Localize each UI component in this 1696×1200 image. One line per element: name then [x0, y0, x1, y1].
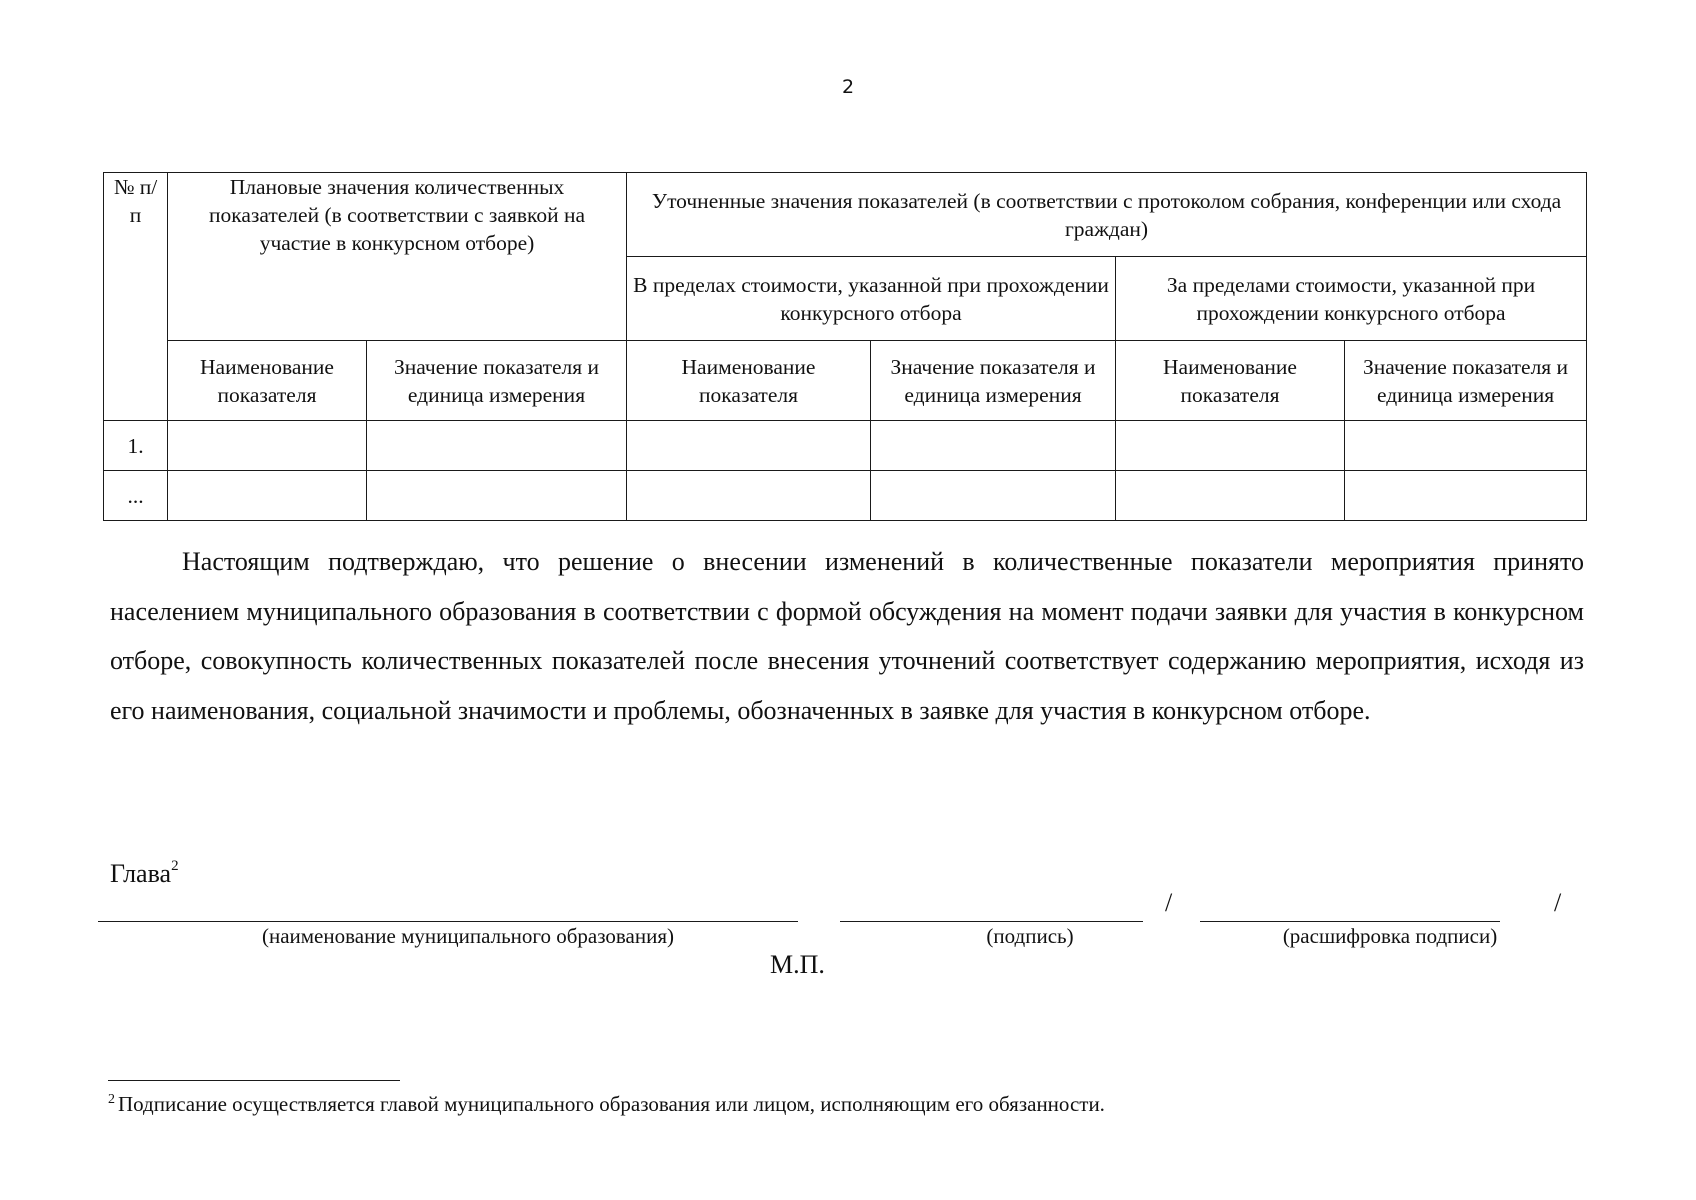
- footnote-divider: [108, 1080, 400, 1081]
- within-indicator-name-header: Наименование показателя: [627, 341, 871, 421]
- signature-decoding-line[interactable]: [1200, 921, 1500, 922]
- signature-line[interactable]: [840, 921, 1143, 922]
- head-label-text: Глава: [110, 859, 172, 888]
- table-cell[interactable]: [627, 421, 871, 471]
- footnote-text: Подписание осуществляется главой муниципального образования или лицом, исполняющим его обязанности.: [118, 1092, 1105, 1116]
- table-cell[interactable]: [1345, 471, 1587, 521]
- within-indicator-value-header: Значение показателя и единица измерения: [871, 341, 1116, 421]
- number-column-header: № п/п: [104, 173, 168, 421]
- municipality-name-line[interactable]: [98, 921, 798, 922]
- signature-caption: (подпись): [986, 924, 1074, 948]
- table-cell[interactable]: [1116, 471, 1345, 521]
- confirmation-paragraph: Настоящим подтверждаю, что решение о внесении изменений в количественные показатели мероприятия принято населением муниципального образования в соответствии с формой обсуждения на момент подачи заявки для участия в конкурсном отборе, совокупность количественных показателей после внесения уточнений соответствует содержанию мероприятия, исходя из его наименования, социальной значимости и проблемы, обозначенных в заявке для участия в конкурсном отборе.: [110, 547, 1584, 725]
- indicators-table: [103, 172, 1587, 521]
- table-cell[interactable]: [1345, 421, 1587, 471]
- planned-indicator-value-header: Значение показателя и единица измерения: [367, 341, 627, 421]
- row-number: ...: [104, 471, 168, 521]
- beyond-cost-header: За пределами стоимости, указанной при прохождении конкурсного отбора: [1116, 257, 1587, 341]
- table-cell[interactable]: [168, 421, 367, 471]
- footnote-mark: 2: [108, 1092, 115, 1107]
- municipality-name-caption: (наименование муниципального образования): [261, 924, 675, 948]
- table-cell[interactable]: [871, 421, 1116, 471]
- footnote: [108, 1092, 1105, 1117]
- head-label: [110, 858, 179, 889]
- footnote-reference: 2: [171, 858, 179, 874]
- beyond-indicator-value-header: Значение показателя и единица измерения: [1345, 341, 1587, 421]
- within-cost-header: В пределах стоимости, указанной при прохождении конкурсного отбора: [627, 257, 1116, 341]
- planned-values-header: Плановые значения количественных показателей (в соответствии с заявкой на участие в конкурсном отборе): [168, 173, 627, 341]
- planned-indicator-name-header: Наименование показателя: [168, 341, 367, 421]
- table-cell[interactable]: [1116, 421, 1345, 471]
- table-cell[interactable]: [367, 421, 627, 471]
- refined-values-header: Уточненные значения показателей (в соответствии с протоколом собрания, конференции или схода граждан): [627, 173, 1587, 257]
- table-row: [104, 471, 1587, 521]
- stamp-place-label: М.П.: [770, 950, 825, 979]
- table-row: [104, 421, 1587, 471]
- table-cell[interactable]: [168, 471, 367, 521]
- row-number: 1.: [104, 421, 168, 471]
- signature-separator-slash: /: [1165, 888, 1173, 917]
- table-cell[interactable]: [871, 471, 1116, 521]
- table-cell[interactable]: [627, 471, 871, 521]
- signature-separator-slash-end: /: [1554, 888, 1562, 917]
- table-cell[interactable]: [367, 471, 627, 521]
- signature-decoding-caption: (расшифровка подписи): [1282, 924, 1498, 948]
- page-number: 2: [841, 76, 855, 98]
- beyond-indicator-name-header: Наименование показателя: [1116, 341, 1345, 421]
